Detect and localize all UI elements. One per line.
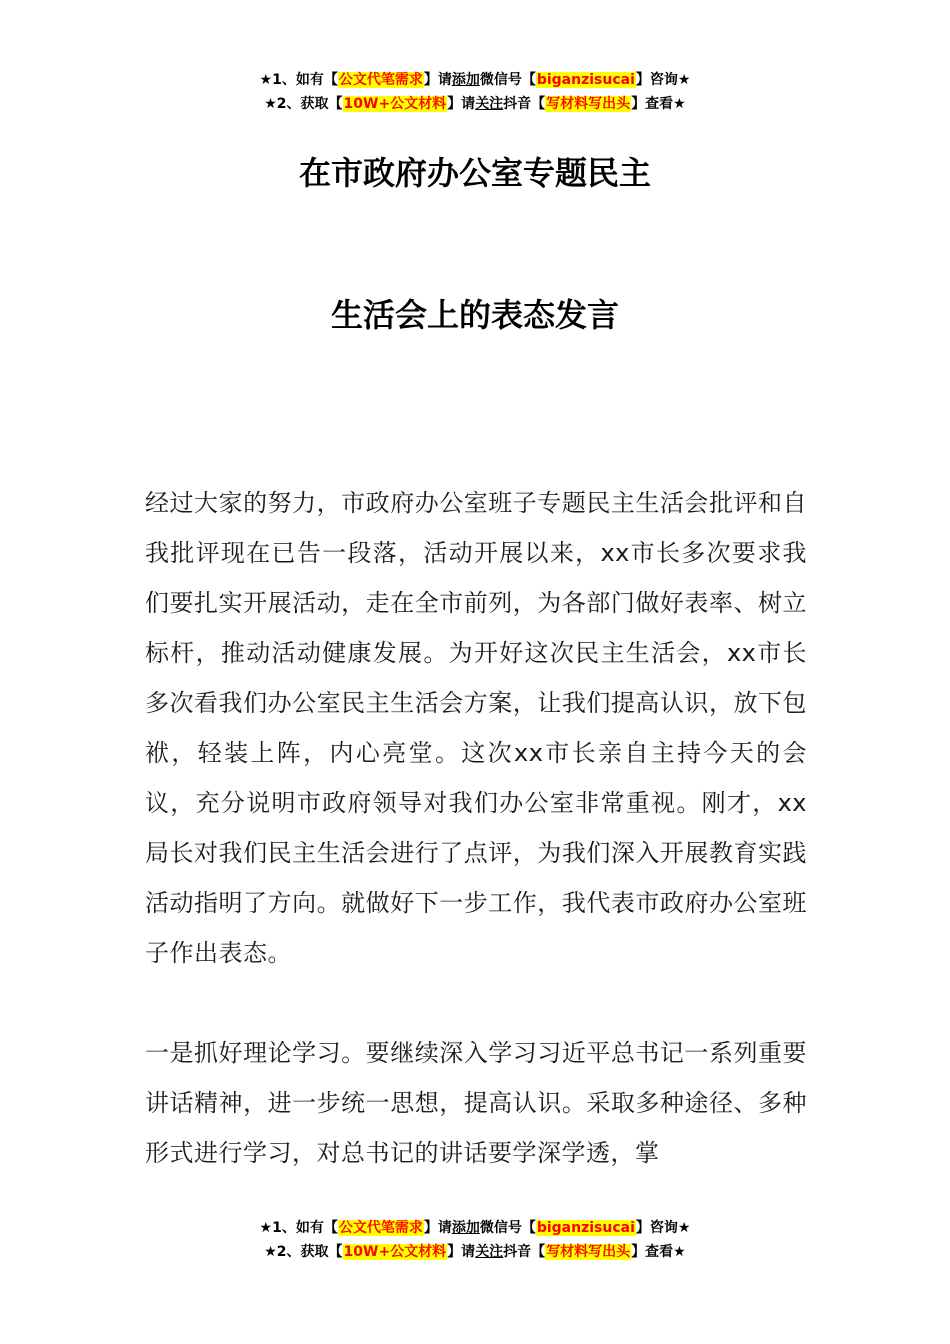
header-banner [0, 68, 950, 116]
banner-underlined-text: 关注 [475, 1244, 504, 1260]
banner-underlined-text: 添加 [451, 1220, 480, 1236]
banner-text: ★2、获取【 [264, 1244, 343, 1260]
banner-text: 】咨询★ [635, 72, 691, 88]
banner-line-1 [0, 68, 950, 92]
banner-text: ★1、如有【 [259, 1220, 338, 1236]
body-paragraph-2: 一是抓好理论学习。要继续深入学习习近平总书记一系列重要讲话精神，进一步统一思想，提高认识。采取多种途径、多种形式进行学习，对总书记的讲话要学深学透，掌 [145, 1039, 807, 1167]
banner-highlight-wechat-id: biganzisucai [536, 1220, 635, 1236]
banner-text: ★2、获取【 [264, 96, 343, 112]
banner-line-1 [0, 1216, 950, 1240]
banner-text: 抖音【 [503, 1244, 546, 1260]
banner-underlined-text: 关注 [475, 96, 504, 112]
banner-text: ★1、如有【 [259, 72, 338, 88]
body-paragraph-1: 经过大家的努力，市政府办公室班子专题民主生活会批评和自我批评现在已告一段落，活动开展以来，xx市长多次要求我们要扎实开展活动，走在全市前列，为各部门做好表率、树立标杆，推动活动健康发展。为开好这次民主生活会，xx市长多次看我们办公室民主生活会方案，让我们提高认识，放下包袱，轻装上阵，内心亮堂。这次xx市长亲自主持今天的会议，充分说明市政府领导对我们办公室非常重视。刚才，xx局长对我们民主生活会进行了点评，为我们深入开展教育实践活动指明了方向。就做好下一步工作，我代表市政府办公室班子作出表态。 [145, 489, 807, 967]
banner-text: 】请 [447, 96, 476, 112]
banner-text: 微信号【 [479, 1220, 536, 1236]
banner-text: 】请 [423, 72, 452, 88]
banner-highlight: 公文代笔需求 [338, 72, 423, 88]
banner-text: 微信号【 [479, 72, 536, 88]
banner-highlight-wechat-id: biganzisucai [536, 72, 635, 88]
banner-text: 抖音【 [503, 96, 546, 112]
document-title-line-2: 生活会上的表态发言 [330, 296, 619, 334]
banner-highlight: 10W+公文材料 [343, 1244, 447, 1260]
banner-underlined-text: 添加 [451, 72, 480, 88]
banner-text: 】查看★ [631, 96, 686, 112]
banner-text: 】请 [447, 1244, 476, 1260]
banner-highlight: 10W+公文材料 [343, 96, 447, 112]
footer-banner [0, 1216, 950, 1264]
banner-text: 】咨询★ [635, 1220, 691, 1236]
document-title-line-1: 在市政府办公室专题民主 [298, 154, 651, 192]
banner-line-2 [0, 1240, 950, 1264]
banner-line-2 [0, 92, 950, 116]
banner-highlight-douyin: 写材料写出头 [546, 96, 631, 112]
banner-text: 】请 [423, 1220, 452, 1236]
banner-highlight: 公文代笔需求 [338, 1220, 423, 1236]
banner-highlight-douyin: 写材料写出头 [546, 1244, 631, 1260]
banner-text: 】查看★ [631, 1244, 686, 1260]
